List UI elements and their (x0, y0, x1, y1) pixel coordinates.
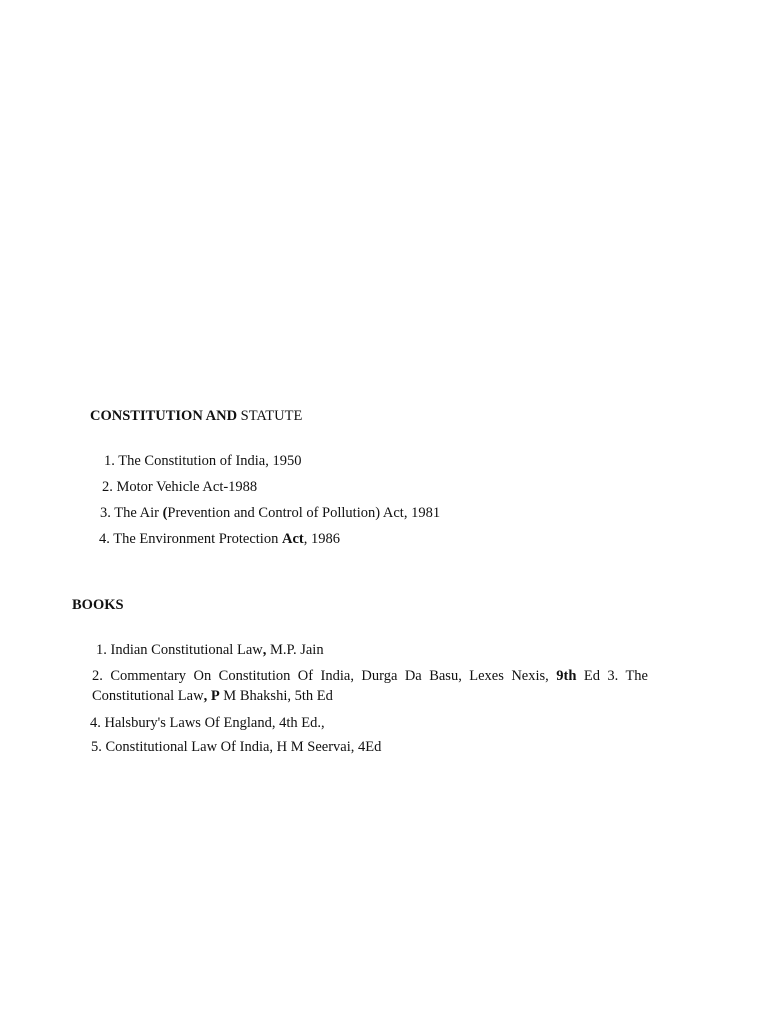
books-heading: BOOKS (72, 597, 124, 613)
statute-item-3: 3. The Air (Prevention and Control of Pollution) Act, 1981 (100, 505, 441, 521)
book-item-1: 1. Indian Constitutional Law, M.P. Jain (96, 642, 324, 658)
statute-item-1: 1. The Constitution of India, 1950 (104, 453, 302, 469)
statute-item-4: 4. The Environment Protection Act, 1986 (99, 531, 340, 547)
statute-item-2: 2. Motor Vehicle Act-1988 (102, 479, 258, 495)
book-item-5: 5. Constitutional Law Of India, H M Seervai, 4Ed (91, 739, 382, 755)
statute-heading: CONSTITUTION AND STATUTE (90, 408, 303, 424)
book-item-4: 4. Halsbury's Laws Of England, 4th Ed., (90, 715, 325, 731)
book-item-2: 2. Commentary On Constitution Of India, Durga Da Basu, Lexes Nexis, 9th Ed 3. The Constitutional Law, P M Bhakshi, 5th Ed (92, 668, 648, 704)
